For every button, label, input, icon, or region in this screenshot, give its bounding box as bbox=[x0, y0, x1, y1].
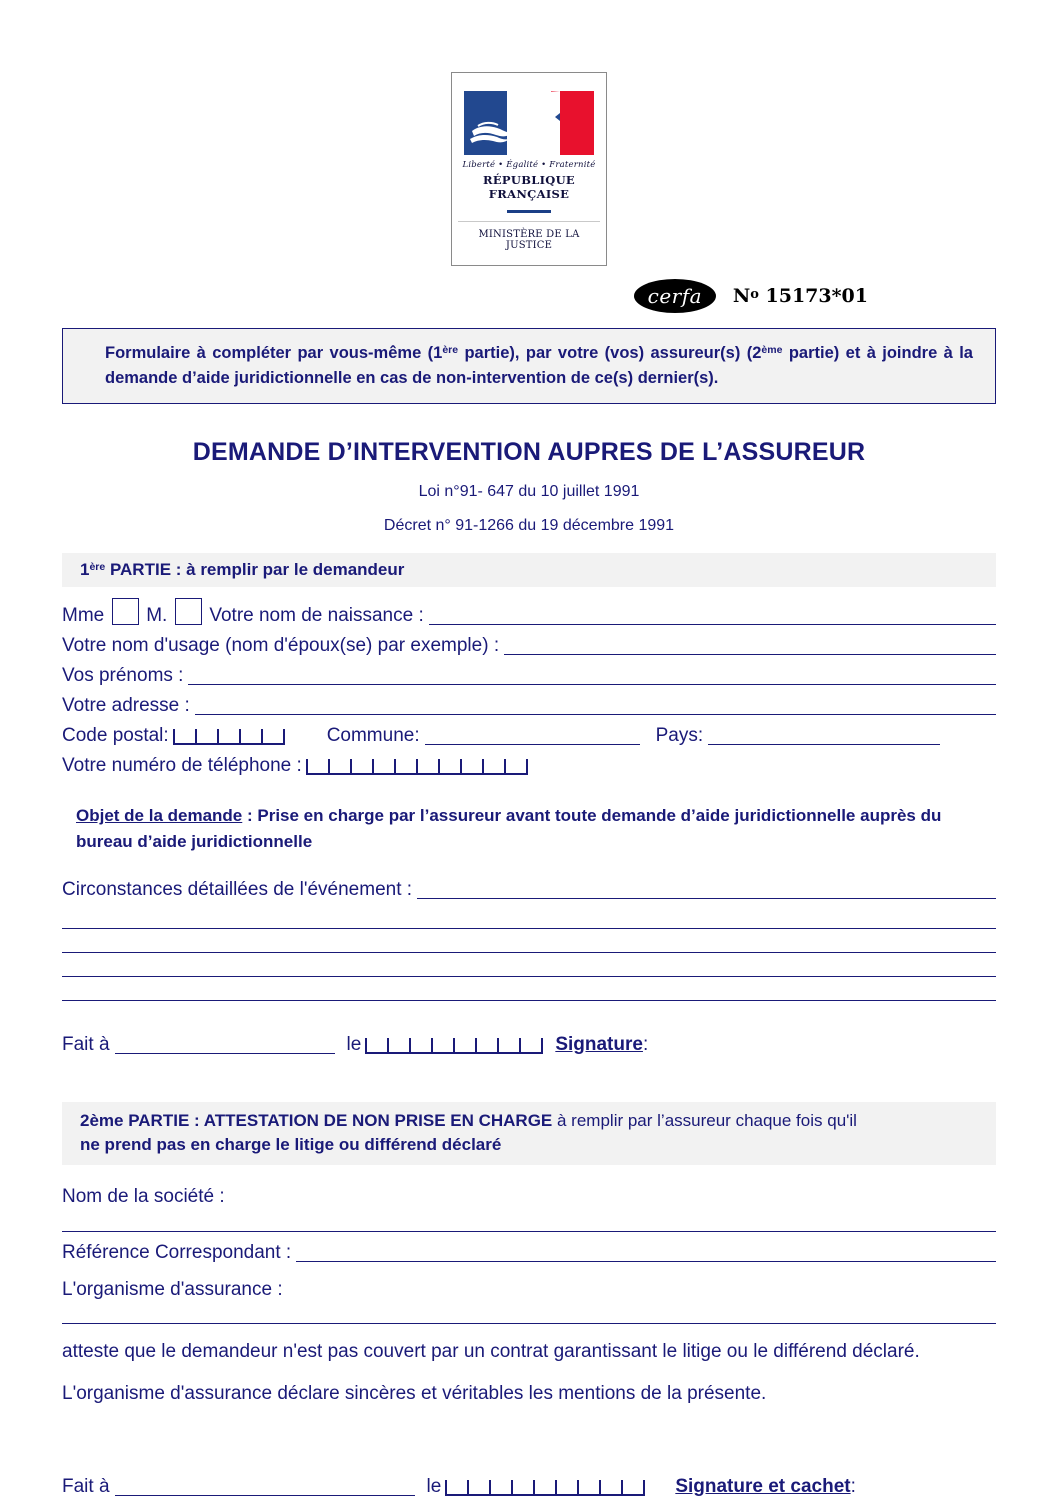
part1-le-label: le bbox=[346, 1033, 362, 1055]
part2-signature-label: Signature et cachet bbox=[675, 1476, 851, 1497]
mme-label: Mme bbox=[62, 605, 105, 627]
postal-cell[interactable] bbox=[217, 729, 239, 745]
circumstances-label: Circonstances détaillées de l'événement : bbox=[62, 878, 413, 900]
date-cell[interactable] bbox=[431, 1038, 453, 1054]
usage-name-input[interactable] bbox=[504, 641, 996, 655]
circumstances-blank-lines bbox=[62, 905, 996, 1001]
phone-cell[interactable] bbox=[416, 759, 438, 775]
postal-cells-end bbox=[283, 729, 285, 745]
address-row bbox=[62, 696, 996, 715]
usage-name-label: Votre nom d'usage (nom d'époux(se) par exemple) : bbox=[62, 635, 500, 657]
logo-container bbox=[62, 0, 996, 266]
date-cell[interactable] bbox=[445, 1480, 467, 1496]
part1-signature-colon: : bbox=[642, 1033, 649, 1055]
mme-checkbox[interactable] bbox=[112, 598, 139, 625]
objet-demande-text: : Prise en charge par l’assureur avant toute demande d’aide juridictionnelle auprès du bureau d’aide juridictionnelle bbox=[76, 806, 942, 852]
postal-commune-pays-row bbox=[62, 726, 996, 745]
phone-cell[interactable] bbox=[372, 759, 394, 775]
blank-line[interactable] bbox=[62, 977, 996, 1001]
phone-cell[interactable] bbox=[504, 759, 526, 775]
part1-fait-a-label: Fait à bbox=[62, 1033, 110, 1055]
date-cell[interactable] bbox=[453, 1038, 475, 1054]
date-cell[interactable] bbox=[621, 1480, 643, 1496]
intro-instruction-box bbox=[62, 328, 996, 404]
date-cell[interactable] bbox=[555, 1480, 577, 1496]
reference-row bbox=[62, 1243, 996, 1262]
address-label: Votre adresse : bbox=[62, 695, 190, 717]
commune-label: Commune: bbox=[326, 725, 420, 747]
law-reference: Loi n°91- 647 du 10 juillet 1991 bbox=[418, 482, 640, 500]
part2-band-line1 bbox=[80, 1109, 984, 1134]
blank-line[interactable] bbox=[62, 953, 996, 977]
reference-input[interactable] bbox=[296, 1248, 996, 1262]
part1-band-prefix: 1 bbox=[80, 559, 90, 579]
objet-demande-title: Objet de la demande bbox=[76, 806, 243, 826]
date-cell[interactable] bbox=[365, 1038, 387, 1054]
part2-band-line2: ne prend pas en charge le litige ou différend déclaré bbox=[80, 1135, 502, 1155]
company-name-input[interactable] bbox=[62, 1231, 996, 1232]
company-name-label: Nom de la société : bbox=[62, 1186, 225, 1208]
birth-name-label: Votre nom de naissance : bbox=[209, 605, 424, 627]
page-title: DEMANDE D’INTERVENTION AUPRES DE L’ASSUREUR bbox=[192, 437, 866, 466]
postal-cell[interactable] bbox=[173, 729, 195, 745]
part2-signature-row bbox=[62, 1477, 996, 1496]
part1-fait-a-input[interactable] bbox=[115, 1040, 335, 1054]
part2-date-cells[interactable] bbox=[445, 1480, 645, 1496]
cerfa-badge-row bbox=[62, 278, 996, 314]
cerfa-logo: cerfa bbox=[634, 279, 716, 313]
phone-cell[interactable] bbox=[328, 759, 350, 775]
part1-date-cells[interactable] bbox=[365, 1038, 543, 1054]
circumstances-row bbox=[62, 880, 996, 899]
reference-label: Référence Correspondant : bbox=[62, 1241, 292, 1263]
blank-line[interactable] bbox=[62, 905, 996, 929]
intro-part3: partie) et à joindre à la demande d’aide juridictionnelle en cas de non-intervention de ce(s) dernier(s). bbox=[105, 344, 973, 387]
ministere-justice-text: MINISTÈRE DE LA JUSTICE bbox=[478, 229, 580, 251]
phone-cell[interactable] bbox=[438, 759, 460, 775]
part2-fait-a-input[interactable] bbox=[115, 1482, 415, 1496]
part1-signature-label: Signature bbox=[555, 1033, 643, 1055]
date-cell[interactable] bbox=[511, 1480, 533, 1496]
part2-band-rest: à remplir par l’assureur chaque fois qu'il bbox=[552, 1110, 857, 1130]
phone-label: Votre numéro de téléphone : bbox=[62, 755, 302, 777]
usage-name-row bbox=[62, 636, 996, 655]
devise-text: Liberté • Égalité • Fraternité bbox=[462, 160, 596, 170]
date-cell[interactable] bbox=[475, 1038, 497, 1054]
part2-section-header bbox=[62, 1102, 996, 1165]
cerfa-number bbox=[733, 285, 868, 307]
organism-input[interactable] bbox=[62, 1323, 996, 1324]
m-label: M. bbox=[146, 605, 168, 627]
date-cells-end bbox=[643, 1480, 645, 1496]
birth-name-input[interactable] bbox=[429, 611, 996, 625]
postal-cell[interactable] bbox=[195, 729, 217, 745]
intro-part2: partie), par votre (vos) assureur(s) (2 bbox=[458, 344, 762, 362]
phone-cell[interactable] bbox=[306, 759, 328, 775]
part1-section-header bbox=[62, 553, 996, 588]
firstnames-input[interactable] bbox=[188, 671, 996, 685]
republique-francaise-logo bbox=[451, 72, 607, 266]
postal-code-label: Code postal: bbox=[62, 725, 169, 747]
postal-cell[interactable] bbox=[261, 729, 283, 745]
part1-band-sup: ère bbox=[89, 560, 106, 573]
postal-code-cells[interactable] bbox=[173, 729, 285, 745]
logo-separator bbox=[507, 210, 551, 213]
logo-divider bbox=[458, 221, 600, 222]
phone-cell[interactable] bbox=[482, 759, 504, 775]
date-cells-end bbox=[541, 1038, 543, 1054]
intro-sup1: ère bbox=[442, 344, 459, 356]
m-checkbox[interactable] bbox=[175, 598, 202, 625]
intro-instruction-text bbox=[105, 341, 973, 391]
declaration-text: L'organisme d'assurance déclare sincères et véritables les mentions de la présente. bbox=[62, 1382, 767, 1404]
date-cell[interactable] bbox=[599, 1480, 621, 1496]
date-cell[interactable] bbox=[577, 1480, 599, 1496]
part2-band-bold: 2ème PARTIE : ATTESTATION DE NON PRISE EN CHARGE bbox=[80, 1110, 553, 1130]
cerfa-number-value: 15173*01 bbox=[758, 285, 868, 307]
blank-line[interactable] bbox=[62, 929, 996, 953]
phone-row bbox=[62, 756, 996, 775]
firstnames-row bbox=[62, 666, 996, 685]
firstnames-label: Vos prénoms : bbox=[62, 665, 184, 687]
republique-francaise-text: RÉPUBLIQUE FRANÇAISE bbox=[483, 173, 575, 201]
phone-cell[interactable] bbox=[394, 759, 416, 775]
date-cell[interactable] bbox=[489, 1480, 511, 1496]
decree-reference: Décret n° 91-1266 du 19 décembre 1991 bbox=[383, 516, 675, 534]
phone-cell[interactable] bbox=[350, 759, 372, 775]
civility-birthname-row bbox=[62, 598, 996, 625]
phone-cell[interactable] bbox=[460, 759, 482, 775]
part2-fait-a-label: Fait à bbox=[62, 1476, 110, 1497]
postal-cell[interactable] bbox=[239, 729, 261, 745]
part2-signature-colon: : bbox=[850, 1476, 856, 1497]
cerfa-number-degree: o bbox=[750, 287, 759, 302]
objet-demande-block bbox=[62, 803, 996, 856]
part1-signature-row bbox=[62, 1035, 996, 1054]
phone-cells-end bbox=[526, 759, 528, 775]
pays-label: Pays: bbox=[655, 725, 704, 747]
date-cell[interactable] bbox=[533, 1480, 555, 1496]
address-input[interactable] bbox=[195, 701, 996, 715]
date-cell[interactable] bbox=[497, 1038, 519, 1054]
organism-label: L'organisme d'assurance : bbox=[62, 1278, 283, 1300]
pays-input[interactable] bbox=[708, 731, 940, 745]
attestation-text: atteste que le demandeur n'est pas couvert par un contrat garantissant le litige ou le différend déclaré. bbox=[62, 1341, 920, 1363]
date-cell[interactable] bbox=[519, 1038, 541, 1054]
intro-sup2: ème bbox=[761, 344, 783, 356]
marianne-flag-icon bbox=[464, 91, 594, 155]
phone-cells[interactable] bbox=[306, 759, 528, 775]
part1-band-rest: PARTIE : à remplir par le demandeur bbox=[105, 559, 405, 579]
intro-part1: Formulaire à compléter par vous-même (1 bbox=[105, 344, 443, 362]
circumstances-input[interactable] bbox=[417, 885, 996, 899]
part2-le-label: le bbox=[426, 1476, 442, 1497]
date-cell[interactable] bbox=[409, 1038, 431, 1054]
cerfa-number-prefix: N bbox=[732, 285, 751, 307]
commune-input[interactable] bbox=[425, 731, 640, 745]
date-cell[interactable] bbox=[387, 1038, 409, 1054]
date-cell[interactable] bbox=[467, 1480, 489, 1496]
